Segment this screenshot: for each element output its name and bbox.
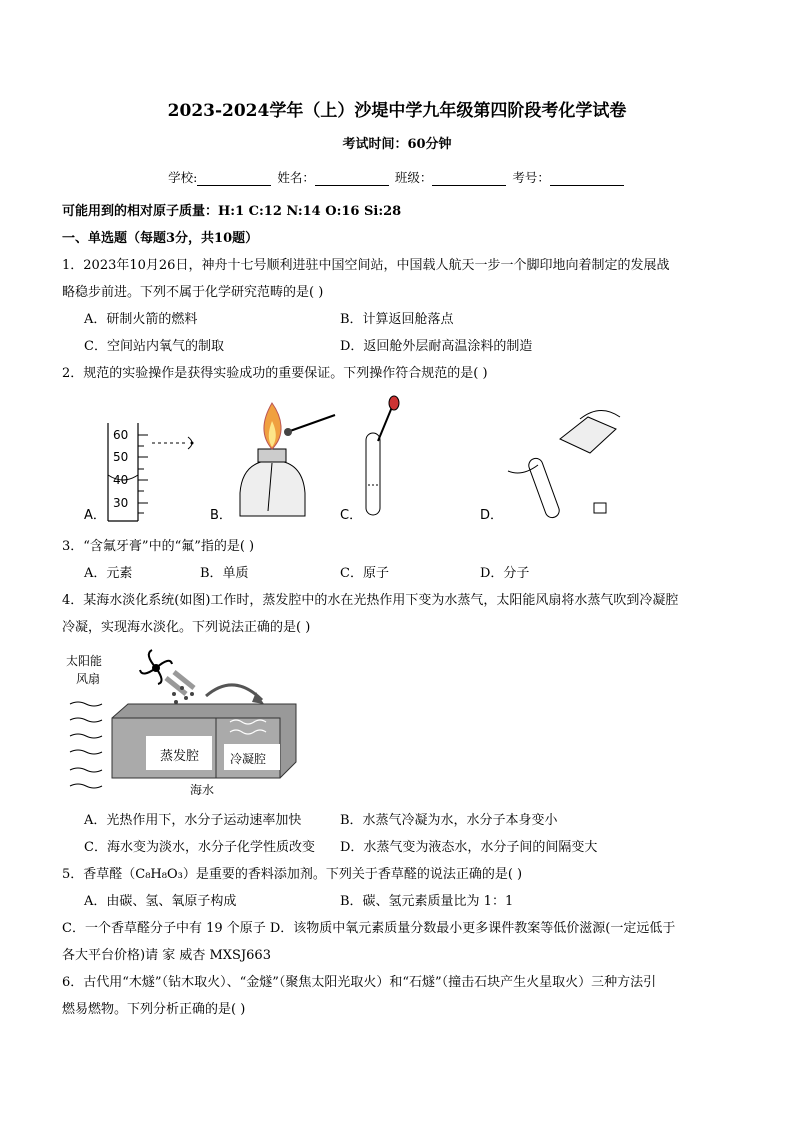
q4-option-d[interactable]: D．水蒸气变为液态水，水分子间的间隔变大 — [340, 840, 598, 855]
school-blank[interactable] — [197, 172, 271, 186]
q2-label-a[interactable]: A． — [84, 508, 106, 523]
atomic-masses: 可能用到的相对原子质量：H:1 C:12 N:14 O:16 Si:28 — [62, 204, 402, 219]
q1-stem-line2: 略稳步前进。下列不属于化学研究范畴的是( ) — [62, 285, 324, 300]
sea-label: 海水 — [190, 783, 215, 797]
q3-option-a[interactable]: A．元素 — [84, 566, 133, 581]
q1-stem-line1: 1．2023年10月26日，神舟十七号顺利进驻中国空间站，中国载人航天一步一个脚印地向着制定的发展战 — [62, 258, 670, 273]
student-info-row — [0, 168, 794, 186]
exam-time: 考试时间：60分钟 — [342, 137, 452, 152]
section-heading: 一、单选题（每题3分，共10题） — [62, 231, 259, 246]
scale-40: 40 — [113, 473, 129, 487]
flow-arrow-icon — [206, 685, 262, 700]
name-blank[interactable] — [315, 172, 389, 186]
cond-label: 冷凝腔 — [230, 752, 267, 766]
scale-60: 60 — [113, 428, 129, 442]
q4-option-a[interactable]: A．光热作用下，水分子运动速率加快 — [84, 813, 302, 828]
q4-stem-line1: 4．某海水淡化系统(如图)工作时，蒸发腔中的水在光热作用下变为水蒸气，太阳能风扇将水蒸气吹到冷凝腔 — [62, 593, 679, 608]
q5-tail-line: 各大平台价格)请 家 威杏 MXSJ663 — [62, 948, 271, 963]
page-title: 2023-2024学年（上）沙堤中学九年级第四阶段考化学试卷 — [167, 101, 627, 121]
q2-label-d[interactable]: D． — [480, 508, 504, 523]
q4-option-c[interactable]: C．海水变为淡水，水分子化学性质改变 — [84, 840, 315, 855]
q1-option-c[interactable]: C．空间站内氧气的制取 — [84, 339, 224, 354]
q2-figure — [60, 393, 700, 528]
q1-option-b[interactable]: B．计算返回舱落点 — [340, 312, 454, 327]
q4-option-b[interactable]: B．水蒸气冷凝为水，水分子本身变小 — [340, 813, 558, 828]
alcohol-lamp-icon — [240, 403, 335, 516]
info-class-label: 班级： — [394, 170, 433, 185]
q5-option-b[interactable]: B．碳、氢元素质量比为 1：1 — [340, 894, 514, 909]
q3-option-b[interactable]: B．单质 — [200, 566, 249, 581]
id-blank[interactable] — [550, 172, 624, 186]
q4-stem-line2: 冷凝，实现海水淡化。下列说法正确的是( ) — [62, 620, 311, 635]
q2-stem: 2．规范的实验操作是获得实验成功的重要保证。下列操作符合规范的是( ) — [62, 366, 488, 381]
q5-stem: 5．香草醛（C₈H₈O₃）是重要的香料添加剂。下列关于香草醛的说法正确的是( ) — [62, 867, 523, 882]
q6-stem-line2: 燃易燃物。下列分析正确的是( ) — [62, 1002, 246, 1017]
q2-label-b[interactable]: B． — [210, 508, 232, 523]
scale-30: 30 — [113, 496, 129, 510]
pouring-liquid-icon — [508, 410, 620, 519]
q5-option-a[interactable]: A．由碳、氢、氧原子构成 — [84, 894, 237, 909]
q4-figure — [66, 648, 306, 800]
q2-label-c[interactable]: C． — [340, 508, 363, 523]
scale-50: 50 — [113, 450, 129, 464]
class-blank[interactable] — [432, 172, 506, 186]
info-name-label: 姓名： — [277, 170, 315, 185]
q1-option-d[interactable]: D．返回舱外层耐高温涂料的制造 — [340, 339, 533, 354]
info-id-label: 考号： — [512, 170, 550, 185]
evap-label: 蒸发腔 — [160, 749, 200, 764]
q3-option-c[interactable]: C．原子 — [340, 566, 389, 581]
info-school-label: 学校: — [168, 170, 198, 185]
q3-option-d[interactable]: D．分子 — [480, 566, 530, 581]
fan-label-line1: 太阳能 — [66, 654, 103, 668]
q3-stem: 3．“含氟牙膏”中的“氟”指的是( ) — [62, 539, 255, 554]
q5-options-cd[interactable]: C．一个香草醛分子中有 19 个原子 D．该物质中氧元素质量分数最小更多课件教案等低价滋源(一定远低于 — [62, 921, 676, 936]
test-tube-dropper-icon — [366, 396, 399, 515]
q6-stem-line1: 6．古代用“木燧”（钻木取火）、“金燧”（聚焦太阳光取火）和“石燧”（撞击石块产生火星取火）三种方法引 — [62, 975, 657, 990]
fan-label-line2: 风扇 — [76, 672, 101, 686]
q1-option-a[interactable]: A．研制火箭的燃料 — [84, 312, 198, 327]
